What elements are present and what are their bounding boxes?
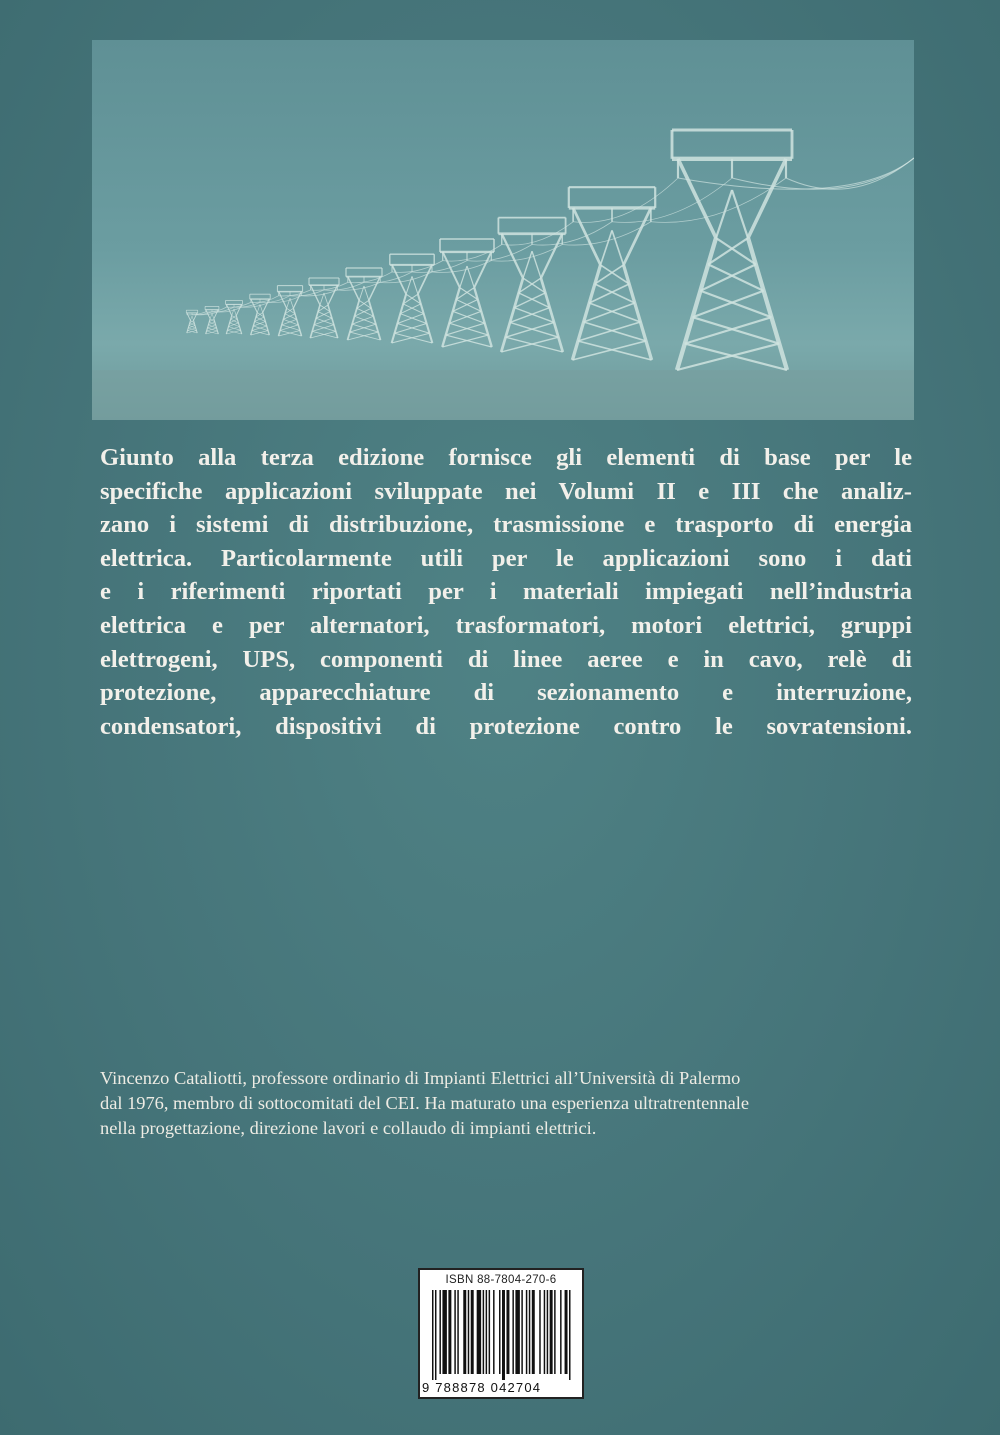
blurb-line: Giunto alla terza edizione fornisce gli elementi di base per le: [100, 444, 912, 471]
blurb-line: e i riferimenti riportati per i materiali impiegati nell’industria: [100, 578, 912, 606]
blurb-line: zano i sistemi di distribuzione, trasmissione e trasporto di energia: [100, 511, 912, 539]
isbn-barcode: [418, 1268, 584, 1399]
blurb-line: elettrica. Particolarmente utili per le applicazioni sono i dati: [100, 544, 912, 572]
ean-digits: 9 788878 042704: [422, 1380, 542, 1395]
blurb-line: elettrogeni, UPS, componenti di linee aeree e in cavo, relè di: [100, 645, 912, 673]
power-lines-photo: [92, 40, 914, 420]
blurb-line: elettrica e per alternatori, trasformatori, motori elettrici, gruppi: [100, 611, 912, 639]
author-bio: [100, 1066, 920, 1141]
barcode-bars: [432, 1290, 572, 1380]
author-bio-line: Vincenzo Cataliotti, professore ordinario di Impianti Elettrici all’Università di Palermo: [100, 1068, 741, 1088]
author-bio-line: dal 1976, membro di sottocomitati del CEI. Ha maturato una esperienza ultratrentennale: [100, 1093, 750, 1113]
transmission-towers-illustration: [92, 40, 914, 420]
blurb-line: specifiche applicazioni sviluppate nei Volumi II e III che analiz-: [100, 477, 912, 505]
blurb-line: protezione, apparecchiature di sezionamento e interruzione,: [100, 679, 912, 707]
description-blurb: [100, 441, 912, 743]
author-bio-line: nella progettazione, direzione lavori e collaudo di impianti elettrici.: [100, 1118, 597, 1138]
isbn-label: ISBN 88-7804-270-6: [445, 1274, 557, 1286]
blurb-line: condensatori, dispositivi di protezione contro le sovratensioni.: [100, 712, 912, 740]
